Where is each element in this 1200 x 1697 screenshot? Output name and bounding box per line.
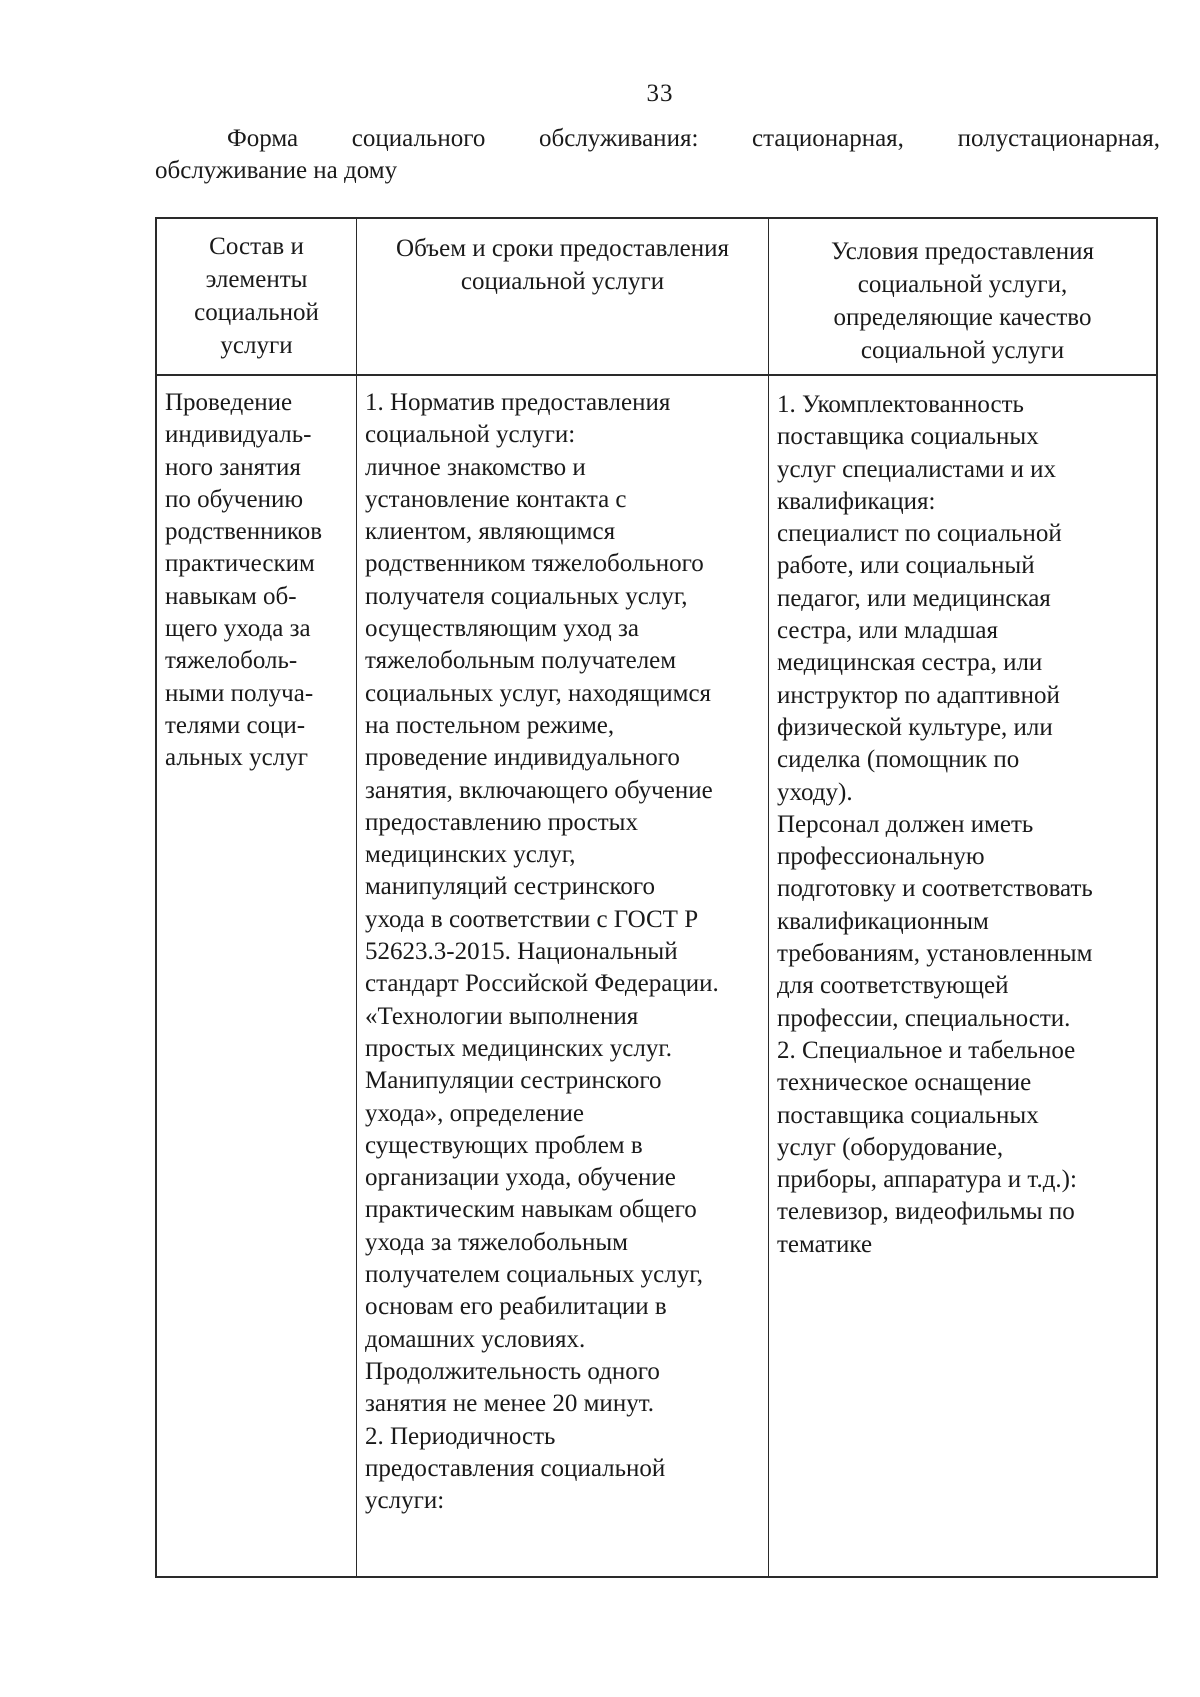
- text-line: элементы: [205, 266, 308, 293]
- text-line: физической культуре, или: [777, 713, 1053, 741]
- service-form-paragraph: [155, 123, 1160, 187]
- text-line: работе, или социальный: [777, 552, 1035, 580]
- text-line: услуг (оборудование,: [777, 1133, 1004, 1161]
- page-number: 33: [646, 80, 674, 107]
- text-line: инструктор по адаптивной: [777, 681, 1060, 709]
- text-line: получателем социальных услуг,: [365, 1261, 703, 1289]
- text-line: сиделка (помощник по: [777, 746, 1020, 774]
- text-line: Манипуляции сестринского: [365, 1067, 662, 1095]
- text-line: индивидуаль-: [165, 421, 312, 449]
- header-composition: [157, 219, 357, 374]
- text-line: сестра, или младшая: [777, 617, 998, 645]
- service-table: [155, 217, 1158, 1578]
- text-line: 2. Специальное и табельное: [777, 1036, 1076, 1064]
- text-line: ухода», определение: [365, 1099, 585, 1127]
- text-line: профессии, специальности.: [777, 1004, 1071, 1032]
- text-line: организации ухода, обучение: [365, 1164, 676, 1192]
- text-line: определяющие качество: [833, 304, 1092, 331]
- text-line: тяжелобольным получателем: [365, 647, 677, 675]
- intro-line-2: обслуживание на дому: [155, 157, 398, 184]
- text-line: предоставлению простых: [365, 808, 638, 836]
- text-line: по обучению: [165, 485, 304, 513]
- text-line: проведение индивидуального: [365, 744, 680, 772]
- text-line: установление контакта с: [365, 485, 627, 513]
- intro-word: Форма: [227, 125, 299, 152]
- text-line: профессиональную: [777, 843, 985, 871]
- text-line: тяжелоболь-: [165, 647, 298, 675]
- text-line: педагог, или медицинская: [777, 584, 1051, 612]
- text-line: квалификация:: [777, 487, 936, 515]
- text-line: услуги:: [365, 1487, 445, 1515]
- text-line: уходу).: [777, 778, 853, 806]
- text-line: услуги: [220, 332, 293, 359]
- text-line: щего ухода за: [165, 615, 311, 643]
- text-line: Продолжительность одного: [365, 1357, 660, 1385]
- text-line: социальной: [194, 299, 319, 326]
- text-line: 1. Норматив предоставления: [365, 389, 671, 416]
- text-line: техническое оснащение: [777, 1069, 1032, 1097]
- intro-word: социального: [351, 125, 486, 152]
- text-line: существующих проблем в: [365, 1131, 643, 1159]
- text-line: ухода за тяжелобольным: [365, 1228, 628, 1256]
- text-line: родственником тяжелобольного: [365, 550, 704, 578]
- intro-line-1: [155, 123, 1160, 155]
- text-line: получателя социальных услуг,: [365, 582, 688, 610]
- text-line: альных услуг: [165, 744, 308, 772]
- header-volume-terms: [357, 219, 769, 374]
- text-line: практическим навыкам общего: [365, 1196, 697, 1224]
- text-line: личное знакомство и: [365, 453, 586, 481]
- text-line: навыкам об-: [165, 582, 297, 610]
- text-line: телевизор, видеофильмы по: [777, 1198, 1075, 1226]
- intro-word: обслуживания:: [539, 125, 699, 152]
- text-line: поставщика социальных: [777, 1101, 1039, 1129]
- text-line: домашних условиях.: [365, 1325, 586, 1353]
- text-line: ного занятия: [165, 453, 301, 481]
- cell-service-name: [157, 376, 357, 1576]
- text-line: требованиям, установленным: [777, 940, 1093, 968]
- text-line: тематике: [777, 1230, 873, 1258]
- text-line: поставщика социальных: [777, 423, 1039, 451]
- text-line: услуг специалистами и их: [777, 455, 1056, 483]
- text-line: практическим: [165, 550, 315, 578]
- text-line: «Технологии выполнения: [365, 1002, 639, 1030]
- text-line: Объем и сроки предоставления: [396, 235, 729, 262]
- table-header-row: [157, 219, 1156, 376]
- text-line: стандарт Российской Федерации.: [365, 970, 719, 998]
- text-line: социальной услуги,: [857, 271, 1068, 298]
- text-line: для соответствующей: [777, 972, 1009, 1000]
- text-line: Состав и: [209, 233, 304, 260]
- text-line: ными получа-: [165, 679, 314, 707]
- text-line: специалист по социальной: [777, 520, 1062, 548]
- text-line: социальной услуги:: [365, 421, 576, 449]
- text-line: социальных услуг, находящимся: [365, 679, 712, 707]
- text-line: на постельном режиме,: [365, 711, 615, 739]
- text-line: медицинских услуг,: [365, 841, 576, 869]
- cell-volume-terms: [357, 376, 769, 1576]
- text-line: приборы, аппаратура и т.д.):: [777, 1166, 1077, 1194]
- text-line: 52623.3-2015. Национальный: [365, 938, 678, 966]
- text-line: родственников: [165, 518, 323, 546]
- text-line: 1. Укомплектованность: [777, 391, 1024, 418]
- header-conditions: [769, 219, 1156, 374]
- text-line: занятия, включающего обучение: [365, 776, 713, 804]
- text-line: социальной услуги: [460, 268, 665, 295]
- text-line: Условия предоставления: [831, 238, 1094, 265]
- text-line: ухода в соответствии с ГОСТ Р: [365, 905, 699, 933]
- text-line: 2. Периодичность: [365, 1422, 556, 1450]
- text-line: подготовку и соответствовать: [777, 875, 1093, 903]
- text-line: социальной услуги: [860, 337, 1065, 364]
- text-line: занятия не менее 20 минут.: [365, 1390, 654, 1418]
- cell-conditions: [769, 376, 1156, 1576]
- text-line: предоставления социальной: [365, 1454, 666, 1482]
- text-line: квалификационным: [777, 907, 989, 935]
- text-line: телями соци-: [165, 711, 306, 739]
- text-line: простых медицинских услуг.: [365, 1034, 673, 1062]
- text-line: манипуляций сестринского: [365, 873, 655, 901]
- text-line: осуществляющим уход за: [365, 615, 639, 643]
- intro-word: стационарная,: [752, 125, 904, 152]
- text-line: клиентом, являющимся: [365, 518, 616, 546]
- text-line: Проведение: [165, 389, 293, 416]
- intro-word: полустационарная,: [957, 125, 1160, 152]
- text-line: медицинская сестра, или: [777, 649, 1043, 677]
- text-line: основам его реабилитации в: [365, 1293, 667, 1321]
- table-row: [157, 376, 1156, 1576]
- text-line: Персонал должен иметь: [777, 810, 1034, 838]
